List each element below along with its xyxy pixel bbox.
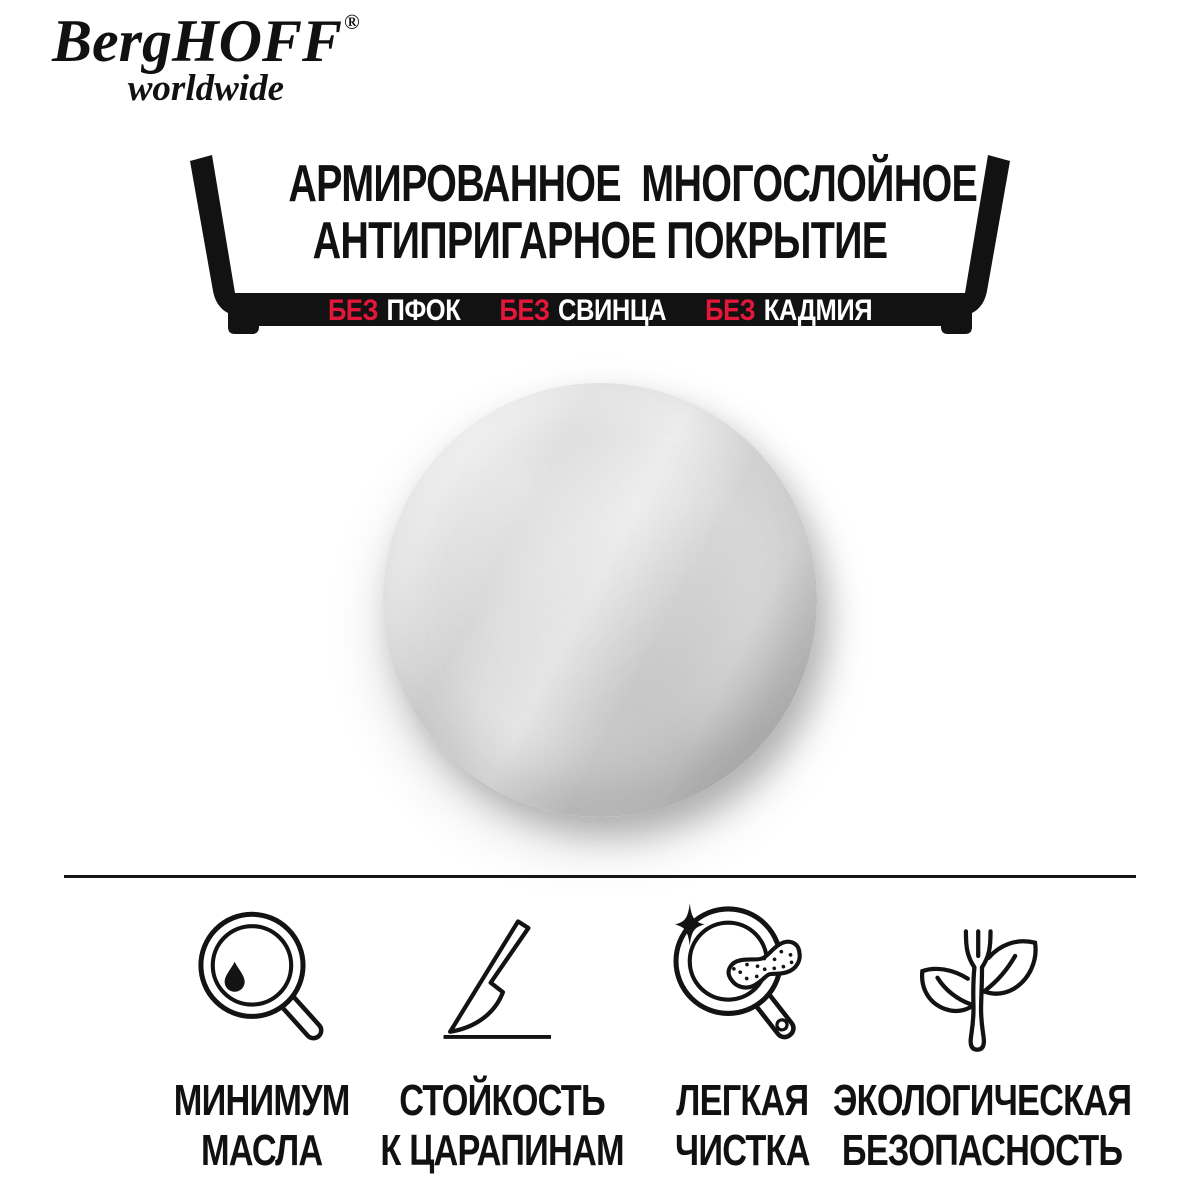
fork-leaves-icon (911, 902, 1053, 1062)
registered-trademark-icon: ® (344, 10, 360, 34)
divider-line (64, 875, 1136, 878)
feature-label: СТОЙКОСТЬ К ЦАРАПИНАМ (380, 1076, 624, 1175)
pan-sponge-sparkle-icon (664, 902, 820, 1062)
claim-no-cadmium: БЕЗ КАДМИЯ (705, 294, 873, 327)
oil-drop-magnifier-icon (189, 902, 335, 1062)
claim-no-pfoa: БЕЗ ПФОК (327, 294, 461, 327)
claim-no-lead: БЕЗ СВИНЦА (499, 294, 666, 327)
feature-label: ЭКОЛОГИЧЕСКАЯ БЕЗОПАСНОСТЬ (832, 1076, 1132, 1175)
banner-heading-line2: АНТИПРИГАРНОЕ ПОКРЫТИЕ (312, 212, 888, 270)
features-row (142, 902, 1132, 1176)
brand-name: BergHOFF (52, 8, 343, 74)
brand-tagline: worldwide (127, 68, 284, 109)
knife-icon (436, 902, 568, 1062)
pan-banner (190, 155, 1010, 339)
brand-logo (52, 10, 360, 108)
no-toxins-bar (190, 294, 1010, 327)
pan-bottom-disc (383, 383, 817, 817)
feature-label: МИНИМУМ МАСЛА (174, 1076, 350, 1175)
feature-eco-safety (832, 902, 1132, 1176)
feature-minimum-oil (142, 902, 382, 1176)
feature-scratch-resistance (382, 902, 622, 1176)
feature-label: ЛЕГКАЯ ЧИСТКА (674, 1076, 810, 1175)
feature-easy-clean (622, 902, 862, 1176)
banner-heading-line1: АРМИРОВАННОЕ МНОГОСЛОЙНОЕ (288, 155, 978, 213)
